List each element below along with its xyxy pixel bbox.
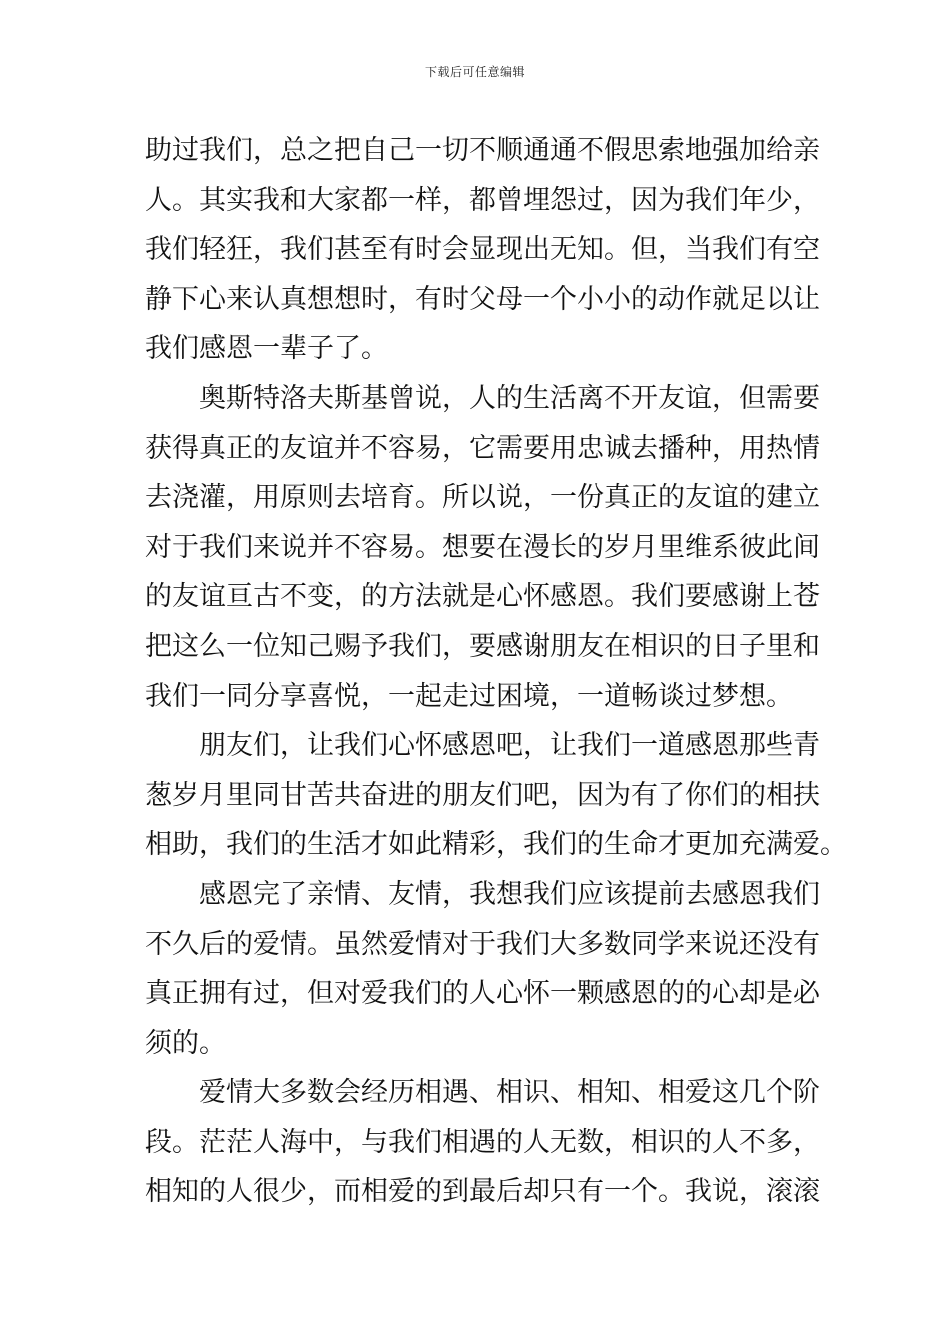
paragraph-start-line: 爱情大多数会经历相遇、相识、相知、相爱这几个阶: [199, 1077, 820, 1109]
text-line: 真正拥有过，但对爱我们的人心怀一颗感恩的的心却是必: [145, 978, 820, 1010]
text-line: 静下心来认真想想时，有时父母一个小小的动作就足以让: [145, 283, 820, 315]
text-line: 把这么一位知己赐予我们，要感谢朋友在相识的日子里和: [145, 630, 820, 662]
paragraph-start-line: 感恩完了亲情、友情，我想我们应该提前去感恩我们: [199, 878, 820, 910]
text-line: 段。茫茫人海中，与我们相遇的人无数，相识的人不多，: [145, 1126, 820, 1158]
text-line: 对于我们来说并不容易。想要在漫长的岁月里维系彼此间: [145, 531, 820, 563]
text-line: 相助，我们的生活才如此精彩，我们的生命才更加充满爱。: [145, 829, 847, 861]
text-line: 的友谊亘古不变，的方法就是心怀感恩。我们要感谢上苍: [145, 581, 820, 613]
body-text: [145, 126, 847, 1217]
paragraph-start-line: 奥斯特洛夫斯基曾说，人的生活离不开友谊，但需要: [199, 382, 820, 414]
text-line: 葱岁月里同甘苦共奋进的朋友们吧，因为有了你们的相扶: [145, 779, 820, 811]
text-line: 人。其实我和大家都一样，都曾埋怨过，因为我们年少，: [145, 184, 820, 216]
text-line: 我们一同分享喜悦，一起走过困境，一道畅谈过梦想。: [145, 680, 793, 712]
text-line: 不久后的爱情。虽然爱情对于我们大多数同学来说还没有: [145, 928, 820, 960]
page-header: 下载后可任意编辑: [424, 65, 525, 79]
text-line: 我们感恩一辈子了。: [145, 333, 388, 365]
text-line: 获得真正的友谊并不容易，它需要用忠诚去播种，用热情: [145, 432, 820, 464]
text-line: 须的。: [145, 1027, 226, 1059]
text-line: 我们轻狂，我们甚至有时会显现出无知。但，当我们有空: [145, 234, 820, 266]
text-line: 助过我们，总之把自己一切不顺通通不假思索地强加给亲: [145, 135, 820, 166]
paragraph-start-line: 朋友们，让我们心怀感恩吧，让我们一道感恩那些青: [199, 730, 820, 762]
text-line: 去浇灌，用原则去培育。所以说，一份真正的友谊的建立: [145, 482, 820, 514]
text-line: 相知的人很少，而相爱的到最后却只有一个。我说，滚滚: [145, 1176, 820, 1208]
